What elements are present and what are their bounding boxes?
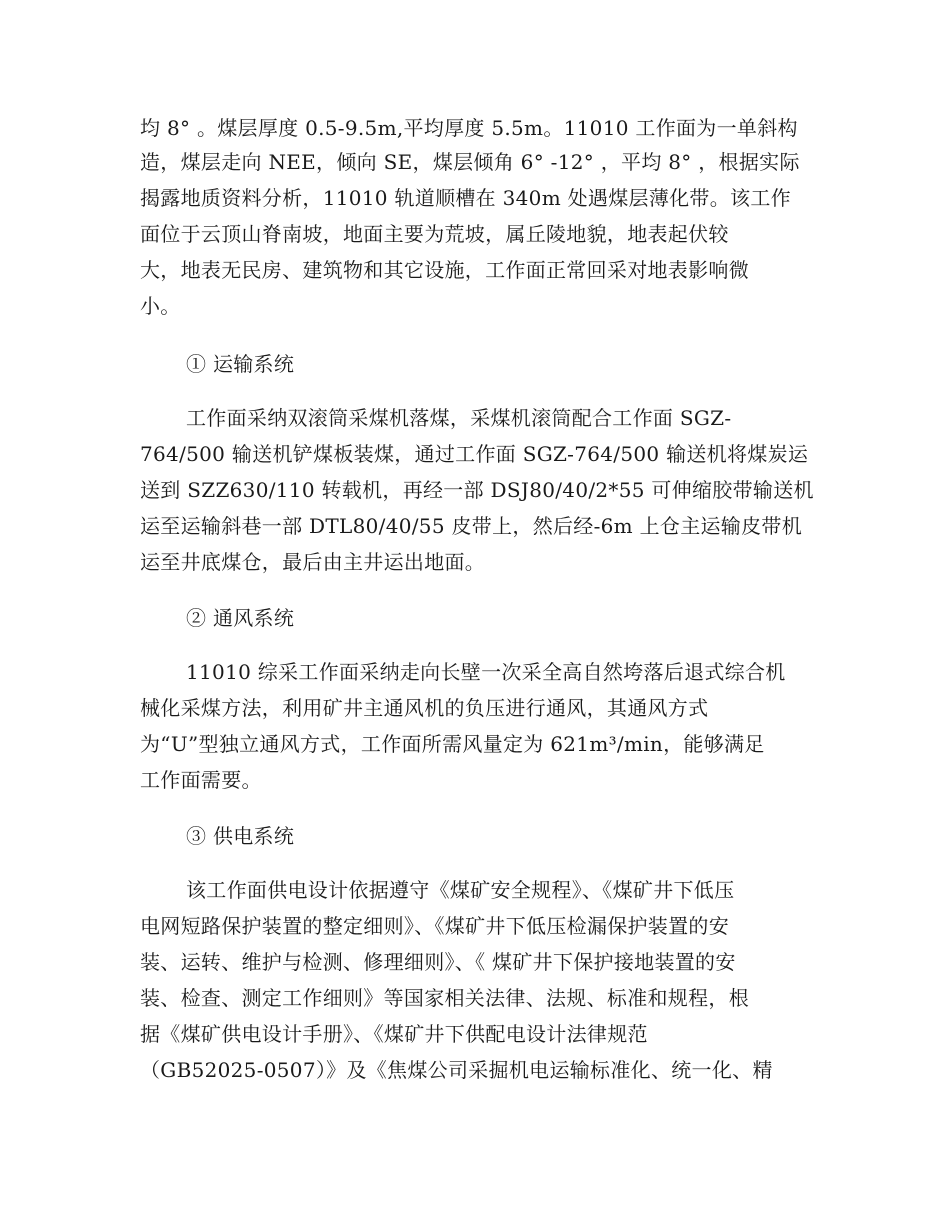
text-line: 面位于云顶山脊南坡，地面主要为荒坡，属丘陵地貌，地表起伏较 <box>140 222 729 246</box>
text-line: 运至井底煤仓，最后由主井运出地面。 <box>140 550 486 574</box>
text-line: 送到 SZZ630/110 转载机，再经一部 DSJ80/40/2*55 可伸缩胶带输送机 <box>140 478 814 502</box>
section-heading-transport: ① 运输系统 <box>186 352 295 376</box>
text-line: 小。 <box>140 294 181 318</box>
text-line: 装、检查、测定工作细则》等国家相关法律、法规、标准和规程，根 <box>140 986 749 1010</box>
text-line: 764/500 输送机铲煤板装煤，通过工作面 SGZ-764/500 输送机将煤炭运 <box>140 442 809 466</box>
text-line: 造，煤层走向 NEE，倾向 SE，煤层倾角 6° -12° ，平均 8° ，根据实际 <box>140 150 800 174</box>
text-line: 大，地表无民房、建筑物和其它设施，工作面正常回采对地表影响微 <box>140 258 749 282</box>
text-line: 械化采煤方法，利用矿井主通风机的负压进行通风，其通风方式 <box>140 696 709 720</box>
text-line: 均 8° 。煤层厚度 0.5-9.5m,平均厚度 5.5m。11010 工作面为一单斜构 <box>140 116 798 140</box>
text-line: 11010 综采工作面采纳走向长壁一次采全高自然垮落后退式综合机 <box>186 660 786 684</box>
text-line: 据《煤矿供电设计手册》、《煤矿井下供配电设计法律规范 <box>140 1022 648 1046</box>
text-line: 运至运输斜巷一部 DTL80/40/55 皮带上，然后经-6m 上仓主运输皮带机 <box>140 514 802 538</box>
section-heading-power-supply: ③ 供电系统 <box>186 824 295 848</box>
text-line: （GB52025-0507）》及《焦煤公司采掘机电运输标准化、统一化、精 <box>140 1058 773 1082</box>
section-heading-ventilation: ② 通风系统 <box>186 606 295 630</box>
text-line: 揭露地质资料分析，11010 轨道顺槽在 340m 处遇煤层薄化带。该工作 <box>140 186 791 210</box>
text-line: 为“U”型独立通风方式，工作面所需风量定为 621m³/min，能够满足 <box>140 732 765 756</box>
text-line: 该工作面供电设计依据遵守《煤矿安全规程》、《煤矿井下低压 <box>186 878 735 902</box>
text-line: 工作面采纳双滚筒采煤机落煤，采煤机滚筒配合工作面 SGZ- <box>186 406 732 430</box>
text-line: 电网短路保护装置的整定细则》、《煤矿井下低压检漏保护装置的安 <box>140 914 729 938</box>
text-line: 装、运转、维护与检测、修理细则》、《 煤矿井下保护接地装置的安 <box>140 950 736 974</box>
text-line: 工作面需要。 <box>140 768 262 792</box>
